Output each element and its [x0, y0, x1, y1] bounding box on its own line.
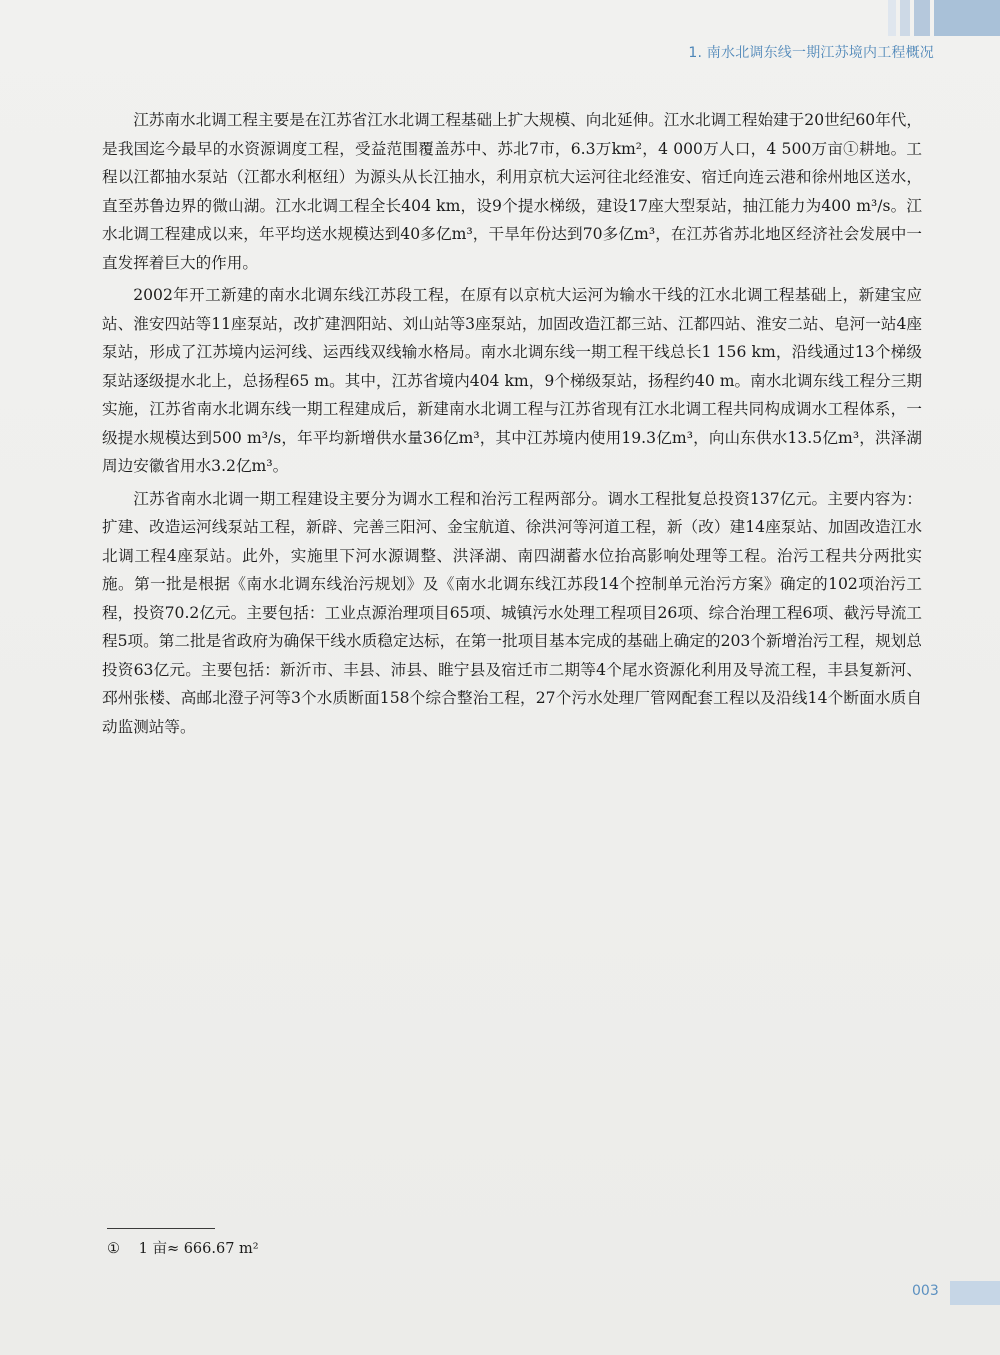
body-text: [102, 106, 922, 745]
running-header-title: 1. 南水北调东线一期江苏境内工程概况: [688, 45, 934, 61]
header-decor-bar: [934, 0, 1000, 36]
header-decor-bar: [900, 0, 910, 36]
header-decor-bar: [888, 0, 896, 36]
header-decor-bar: [914, 0, 930, 36]
footnote-text: 1 亩≈ 666.67 m²: [138, 1241, 259, 1257]
page-number: 003: [912, 1283, 939, 1299]
footnote-divider: [107, 1228, 215, 1229]
page-number-bar: [950, 1281, 1000, 1305]
paragraph: 江苏南水北调工程主要是在江苏省江水北调工程基础上扩大规模、向北延伸。江水北调工程始建于20世纪60年代，是我国迄今最早的水资源调度工程，受益范围覆盖苏中、苏北7市，6.3万km²，4 000万人口，4 500万亩①耕地。工程以江都抽水泵站（江都水利枢纽）为源头从长江抽水，利用京杭大运河往北经淮安、宿迁向连云港和徐州地区送水，直至苏鲁边界的微山湖。江水北调工程全长404 km，设9个提水梯级，建设17座大型泵站，抽江能力为400 m³/s。江水北调工程建成以来，年平均送水规模达到40多亿m³，干旱年份达到70多亿m³，在江苏省苏北地区经济社会发展中一直发挥着巨大的作用。: [102, 111, 922, 272]
footnote: [107, 1237, 259, 1258]
paragraph: 江苏省南水北调一期工程建设主要分为调水工程和治污工程两部分。调水工程批复总投资137亿元。主要内容为：扩建、改造运河线泵站工程，新辟、完善三阳河、金宝航道、徐洪河等河道工程，新（改）建14座泵站、加固改造江水北调工程4座泵站。此外，实施里下河水源调整、洪泽湖、南四湖蓄水位抬高影响处理等工程。治污工程共分两批实施。第一批是根据《南水北调东线治污规划》及《南水北调东线江苏段14个控制单元治污方案》确定的102项治污工程，投资70.2亿元。主要包括：工业点源治理项目65项、城镇污水处理工程项目26项、综合治理工程6项、截污导流工程5项。第二批是省政府为确保干线水质稳定达标，在第一批项目基本完成的基础上确定的203个新增治污工程，规划总投资63亿元。主要包括：新沂市、丰县、沛县、睢宁县及宿迁市二期等4个尾水资源化利用及导流工程，丰县复新河、邳州张楼、高邮北澄子河等3个水质断面158个综合整治工程，27个污水处理厂管网配套工程以及沿线14个断面水质自动监测站等。: [102, 489, 922, 736]
footnote-marker: ①: [107, 1241, 120, 1257]
paragraph: 2002年开工新建的南水北调东线江苏段工程，在原有以京杭大运河为输水干线的江水北调工程基础上，新建宝应站、淮安四站等11座泵站，改扩建泗阳站、刘山站等3座泵站，加固改造江都三站、江都四站、淮安二站、皂河一站4座泵站，形成了江苏境内运河线、运西线双线输水格局。南水北调东线一期工程干线总长1 156 km，沿线通过13个梯级泵站逐级提水北上，总扬程65 m。其中，江苏省境内404 km，9个梯级泵站，扬程约40 m。南水北调东线工程分三期实施，江苏省南水北调东线一期工程建成后，新建南水北调工程与江苏省现有江水北调工程共同构成调水工程体系，一级提水规模达到500 m³/s，年平均新增供水量36亿m³，其中江苏境内使用19.3亿m³，向山东供水13.5亿m³，洪泽湖周边安徽省用水3.2亿m³。: [102, 286, 922, 475]
